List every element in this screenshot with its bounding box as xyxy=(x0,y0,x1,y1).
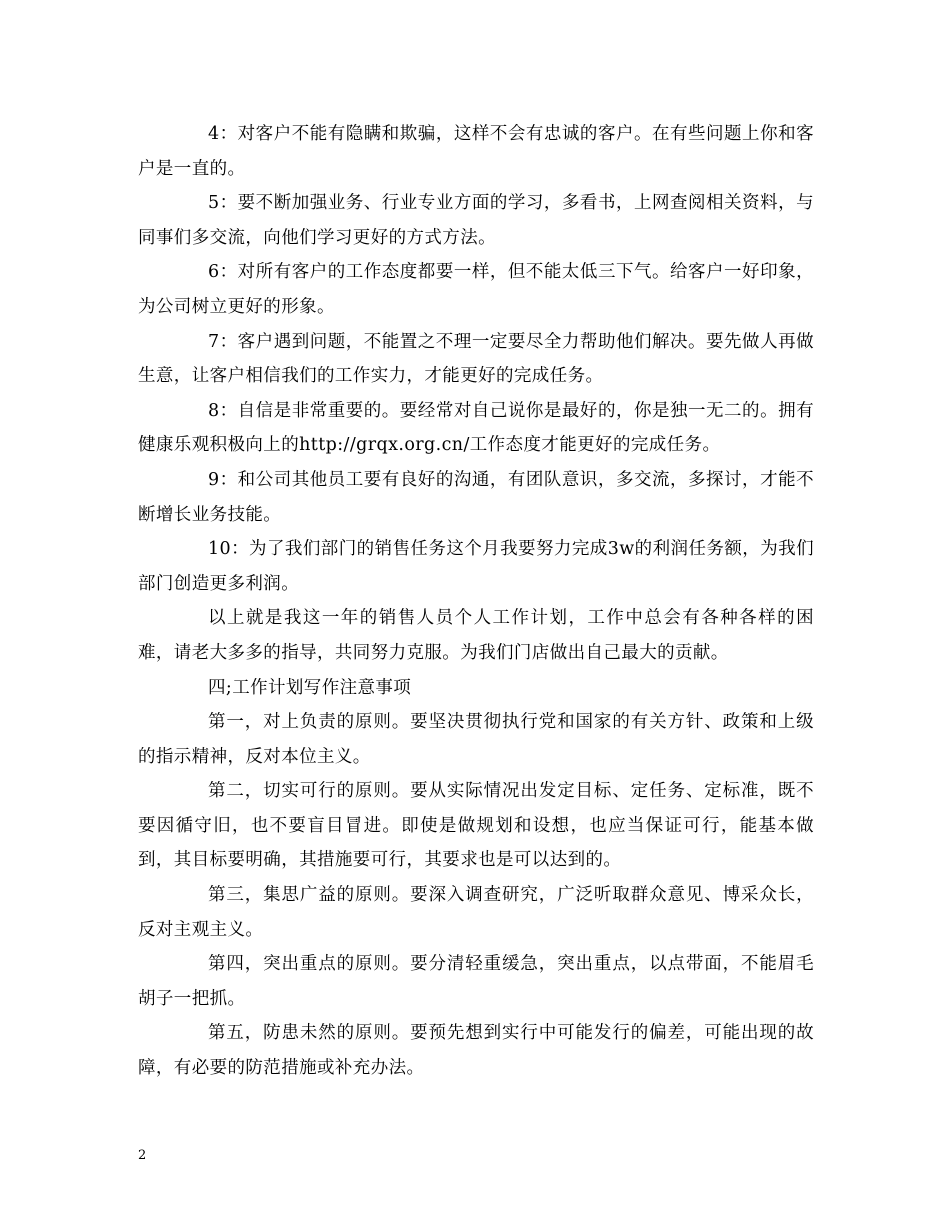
paragraph-item-9: 9：和公司其他员工要有良好的沟通，有团队意识，多交流，多探讨，才能不断增长业务技能。 xyxy=(138,469,814,525)
principle-fourth: 第四，突出重点的原则。要分清轻重缓急，突出重点，以点带面，不能眉毛胡子一把抓。 xyxy=(138,954,814,1009)
paragraph-item-8: 8：自信是非常重要的。要经常对自己说你是最好的，你是独一无二的。拥有健康乐观积极向上的http://grqx.org.cn/工作态度才能更好的完成任务。 xyxy=(138,400,814,456)
section-heading: 四;工作计划写作注意事项 xyxy=(208,677,412,698)
paragraph-item-7: 7：客户遇到问题，不能置之不理一定要尽全力帮助他们解决。要先做人再做生意，让客户相信我们的工作实力，才能更好的完成任务。 xyxy=(138,331,814,387)
paragraph-item-5: 5：要不断加强业务、行业专业方面的学习，多看书，上网查阅相关资料，与同事们多交流，向他们学习更好的方式方法。 xyxy=(138,193,814,248)
principle-third: 第三，集思广益的原则。要深入调查研究，广泛听取群众意见、博采众长，反对主观主义。 xyxy=(138,885,814,940)
paragraph-item-10: 10：为了我们部门的销售任务这个月我要努力完成3w的利润任务额，为我们部门创造更多利润。 xyxy=(138,539,814,594)
paragraph-item-6: 6：对所有客户的工作态度都要一样，但不能太低三下气。给客户一好印象，为公司树立更好的形象。 xyxy=(138,262,814,317)
paragraph-item-4: 4：对客户不能有隐瞒和欺骗，这样不会有忠诚的客户。在有些问题上你和客户是一直的。 xyxy=(138,124,814,179)
principle-first: 第一，对上负责的原则。要坚决贯彻执行党和国家的有关方针、政策和上级的指示精神，反对本位主义。 xyxy=(138,712,814,767)
page-number: 2 xyxy=(138,1148,147,1163)
principle-fifth: 第五，防患未然的原则。要预先想到实行中可能发行的偏差，可能出现的故障，有必要的防范措施或补充办法。 xyxy=(138,1023,814,1079)
paragraph-summary: 以上就是我这一年的销售人员个人工作计划，工作中总会有各种各样的困难，请老大多多的指导，共同努力克服。为我们门店做出自己最大的贡献。 xyxy=(138,608,814,663)
principle-second: 第二，切实可行的原则。要从实际情况出发定目标、定任务、定标准，既不要因循守旧，也不要盲目冒进。即使是做规划和设想，也应当保证可行，能基本做到，其目标要明确，其措施要可行，其要求也是可以达到的。 xyxy=(138,781,814,871)
document-body xyxy=(138,117,814,1086)
